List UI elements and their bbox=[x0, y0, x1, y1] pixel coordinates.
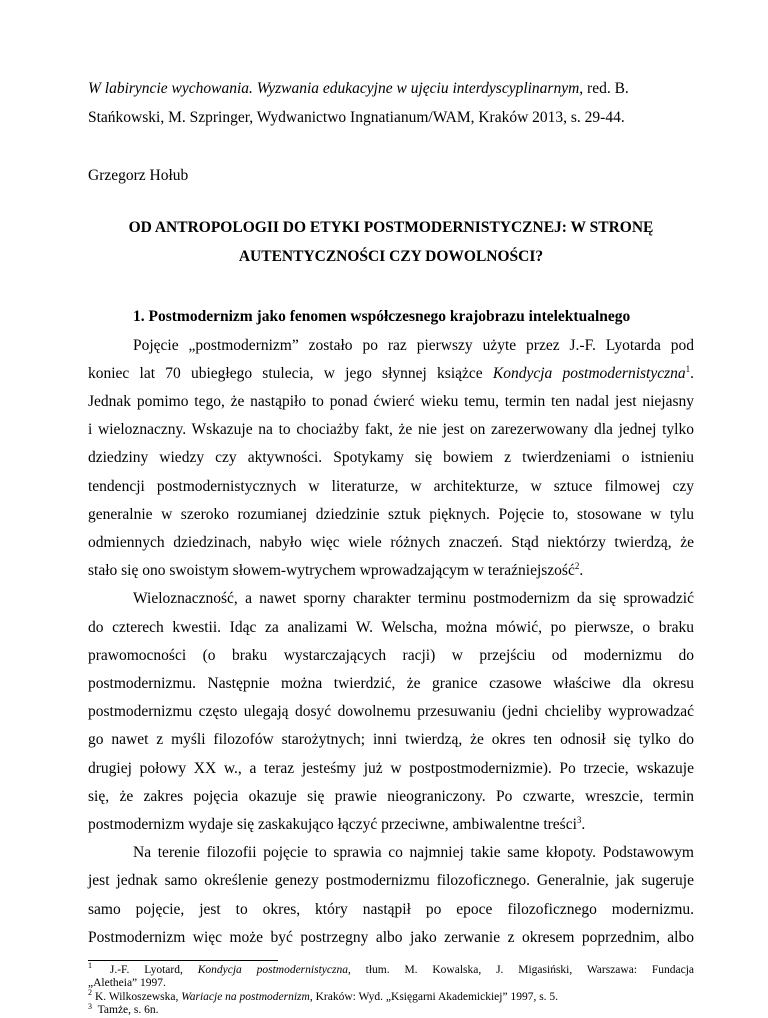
text-span: Tamże, s. 6n. bbox=[97, 1004, 159, 1017]
text-line: do czterech kwestii. Idąc za analizami W. Welscha, można mówić, po pierwsze, o braku bbox=[88, 618, 694, 636]
text-line: tendencji postmodernistycznych w literaturze, w architekturze, w sztuce filmowej czy bbox=[88, 477, 694, 495]
paragraph-1 bbox=[88, 332, 694, 586]
text-span: koniec lat 70 ubiegłego stulecia, w jego słynnej książce bbox=[88, 364, 493, 382]
text-line: drugiej połowy XX w., a teraz jesteśmy już w postpostmodernizmie). Po trzecie, wskazuje bbox=[88, 759, 694, 777]
section-heading: 1. Postmodernizm jako fenomen współczesnego krajobrazu intelektualnego bbox=[133, 308, 631, 325]
text-span: , Kraków: Wyd. „Księgarni Akademickiej” 1997, s. 5. bbox=[309, 990, 559, 1003]
author-name: Grzegorz Hołub bbox=[88, 167, 189, 184]
text-line: Jednak pomimo tego, że nastąpiło to ponad ćwierć wieku temu, termin ten nadal jest niejasny bbox=[88, 392, 694, 410]
text-line: odmiennych dziedzinach, nabyło więc wiele różnych znaczeń. Stąd niektórzy twierdzą, że bbox=[88, 533, 694, 551]
text-line: i wieloznaczny. Wskazuje na to chociażby fakt, że nie jest on zarezerwowany dla jednej tylko bbox=[88, 421, 694, 439]
footnote-number: 2 bbox=[88, 988, 92, 998]
text-line: postmodernizmu często ulegają dosyć dowolnemu przesuwaniu (jedni chcieliby wyprowadzać bbox=[88, 703, 694, 721]
citation-publisher: Stańkowski, M. Szpringer, Wydwanictwo Ingnatianum/WAM, Kraków 2013, s. 29-44. bbox=[88, 109, 625, 126]
book-title-italic: Kondycja postmodernistyczna bbox=[492, 364, 686, 382]
text-line: postmodernizmu. Następnie można twierdzić, że granice czasowe właściwe dla okresu bbox=[88, 674, 694, 692]
text-line: generalnie w szeroko rozumianej dziedzinie sztuk pięknych. Pojęcie to, stosowane w tylu bbox=[88, 505, 694, 523]
text-line: go nawet z myśli filozofów starożytnych; inni twierdzą, że okres ten odnosił się tylko do bbox=[88, 731, 694, 749]
text-span: stało się ono swoistym słowem-wytrychem wprowadzającym w teraźniejszość bbox=[88, 562, 575, 580]
page-content bbox=[88, 74, 694, 1018]
text-line bbox=[88, 811, 694, 839]
title-line-1: OD ANTROPOLOGII DO ETYKI POSTMODERNISTYCZNEJ: W STRONĘ bbox=[128, 219, 654, 236]
text-span: . bbox=[581, 815, 586, 833]
paragraph-3 bbox=[88, 839, 694, 952]
footnote-1 bbox=[88, 961, 695, 978]
text-line bbox=[88, 557, 694, 585]
text-line: dziedziny wiedzy czy aktywności. Spotykamy się bowiem z twierdzeniami o istnieniu bbox=[88, 449, 694, 467]
footnote-number: 1 bbox=[88, 961, 92, 971]
text-line: samo pojęcie, jest to okres, który nastąpił po epoce filozoficznego modernizmu. bbox=[88, 900, 694, 918]
text-line: prawomocności (o braku wystarczających racji) w przejściu od modernizmu do bbox=[88, 646, 694, 664]
footnote-divider bbox=[88, 960, 278, 961]
text-line: Pojęcie „postmodernizm” zostało po raz pierwszy użyte przez J.-F. Lyotarda pod bbox=[133, 336, 694, 354]
paragraph-2 bbox=[88, 585, 694, 839]
text-line: się, że zakres pojęcia okazuje się prawie nieograniczony. Po czwarte, wreszcie, termin bbox=[88, 787, 694, 805]
text-line bbox=[88, 360, 694, 388]
footnote-ref-1[interactable]: 1 bbox=[685, 363, 691, 374]
text-line: jest jednak samo określenie genezy postmodernizmu filozoficznego. Generalnie, jak sugeruje bbox=[88, 872, 694, 890]
footnote-ref-2[interactable]: 2 bbox=[574, 560, 580, 571]
footnote-3 bbox=[88, 1001, 694, 1018]
text-span: . bbox=[690, 364, 695, 382]
text-line: Wieloznaczność, a nawet sporny charakter terminu postmodernizm da się sprowadzić bbox=[133, 590, 694, 608]
footnote-1-continued: „Aletheia” 1997. bbox=[88, 977, 166, 990]
footnote-number: 3 bbox=[88, 1001, 92, 1011]
footnote-ref-3[interactable]: 3 bbox=[576, 814, 582, 825]
book-title: W labiryncie wychowania. Wyzwania edukacyjne w ujęciu interdyscyplinarnym bbox=[88, 80, 580, 97]
footnote-title: Kondycja postmodernistyczna bbox=[197, 963, 348, 976]
text-span: J.-F. Lyotard, bbox=[109, 963, 198, 976]
footnote-2 bbox=[88, 988, 694, 1005]
text-span: postmodernizm wydaje się zaskakująco łączyć przeciwne, ambiwalentne treści bbox=[88, 815, 577, 833]
source-citation bbox=[88, 74, 694, 132]
citation-editor: , red. B. bbox=[579, 80, 629, 97]
article-title bbox=[88, 214, 694, 271]
text-line: Postmodernizm więc może być postrzegny albo jako zerwanie z okresem poprzednim, albo bbox=[88, 928, 694, 946]
title-line-2: AUTENTYCZNOŚCI CZY DOWOLNOŚCI? bbox=[238, 247, 544, 265]
text-line: Na terenie filozofii pojęcie to sprawia co najmniej takie same kłopoty. Podstawowym bbox=[133, 844, 694, 862]
text-span: K. Wilkoszewska, bbox=[95, 990, 182, 1003]
text-span: . bbox=[579, 562, 584, 580]
footnotes bbox=[88, 961, 695, 1018]
footnote-title: Wariacje na postmodernizm bbox=[181, 990, 310, 1003]
text-span: , tłum. M. Kowalska, J. Migasiński, Warszawa: Fundacja bbox=[347, 963, 695, 976]
